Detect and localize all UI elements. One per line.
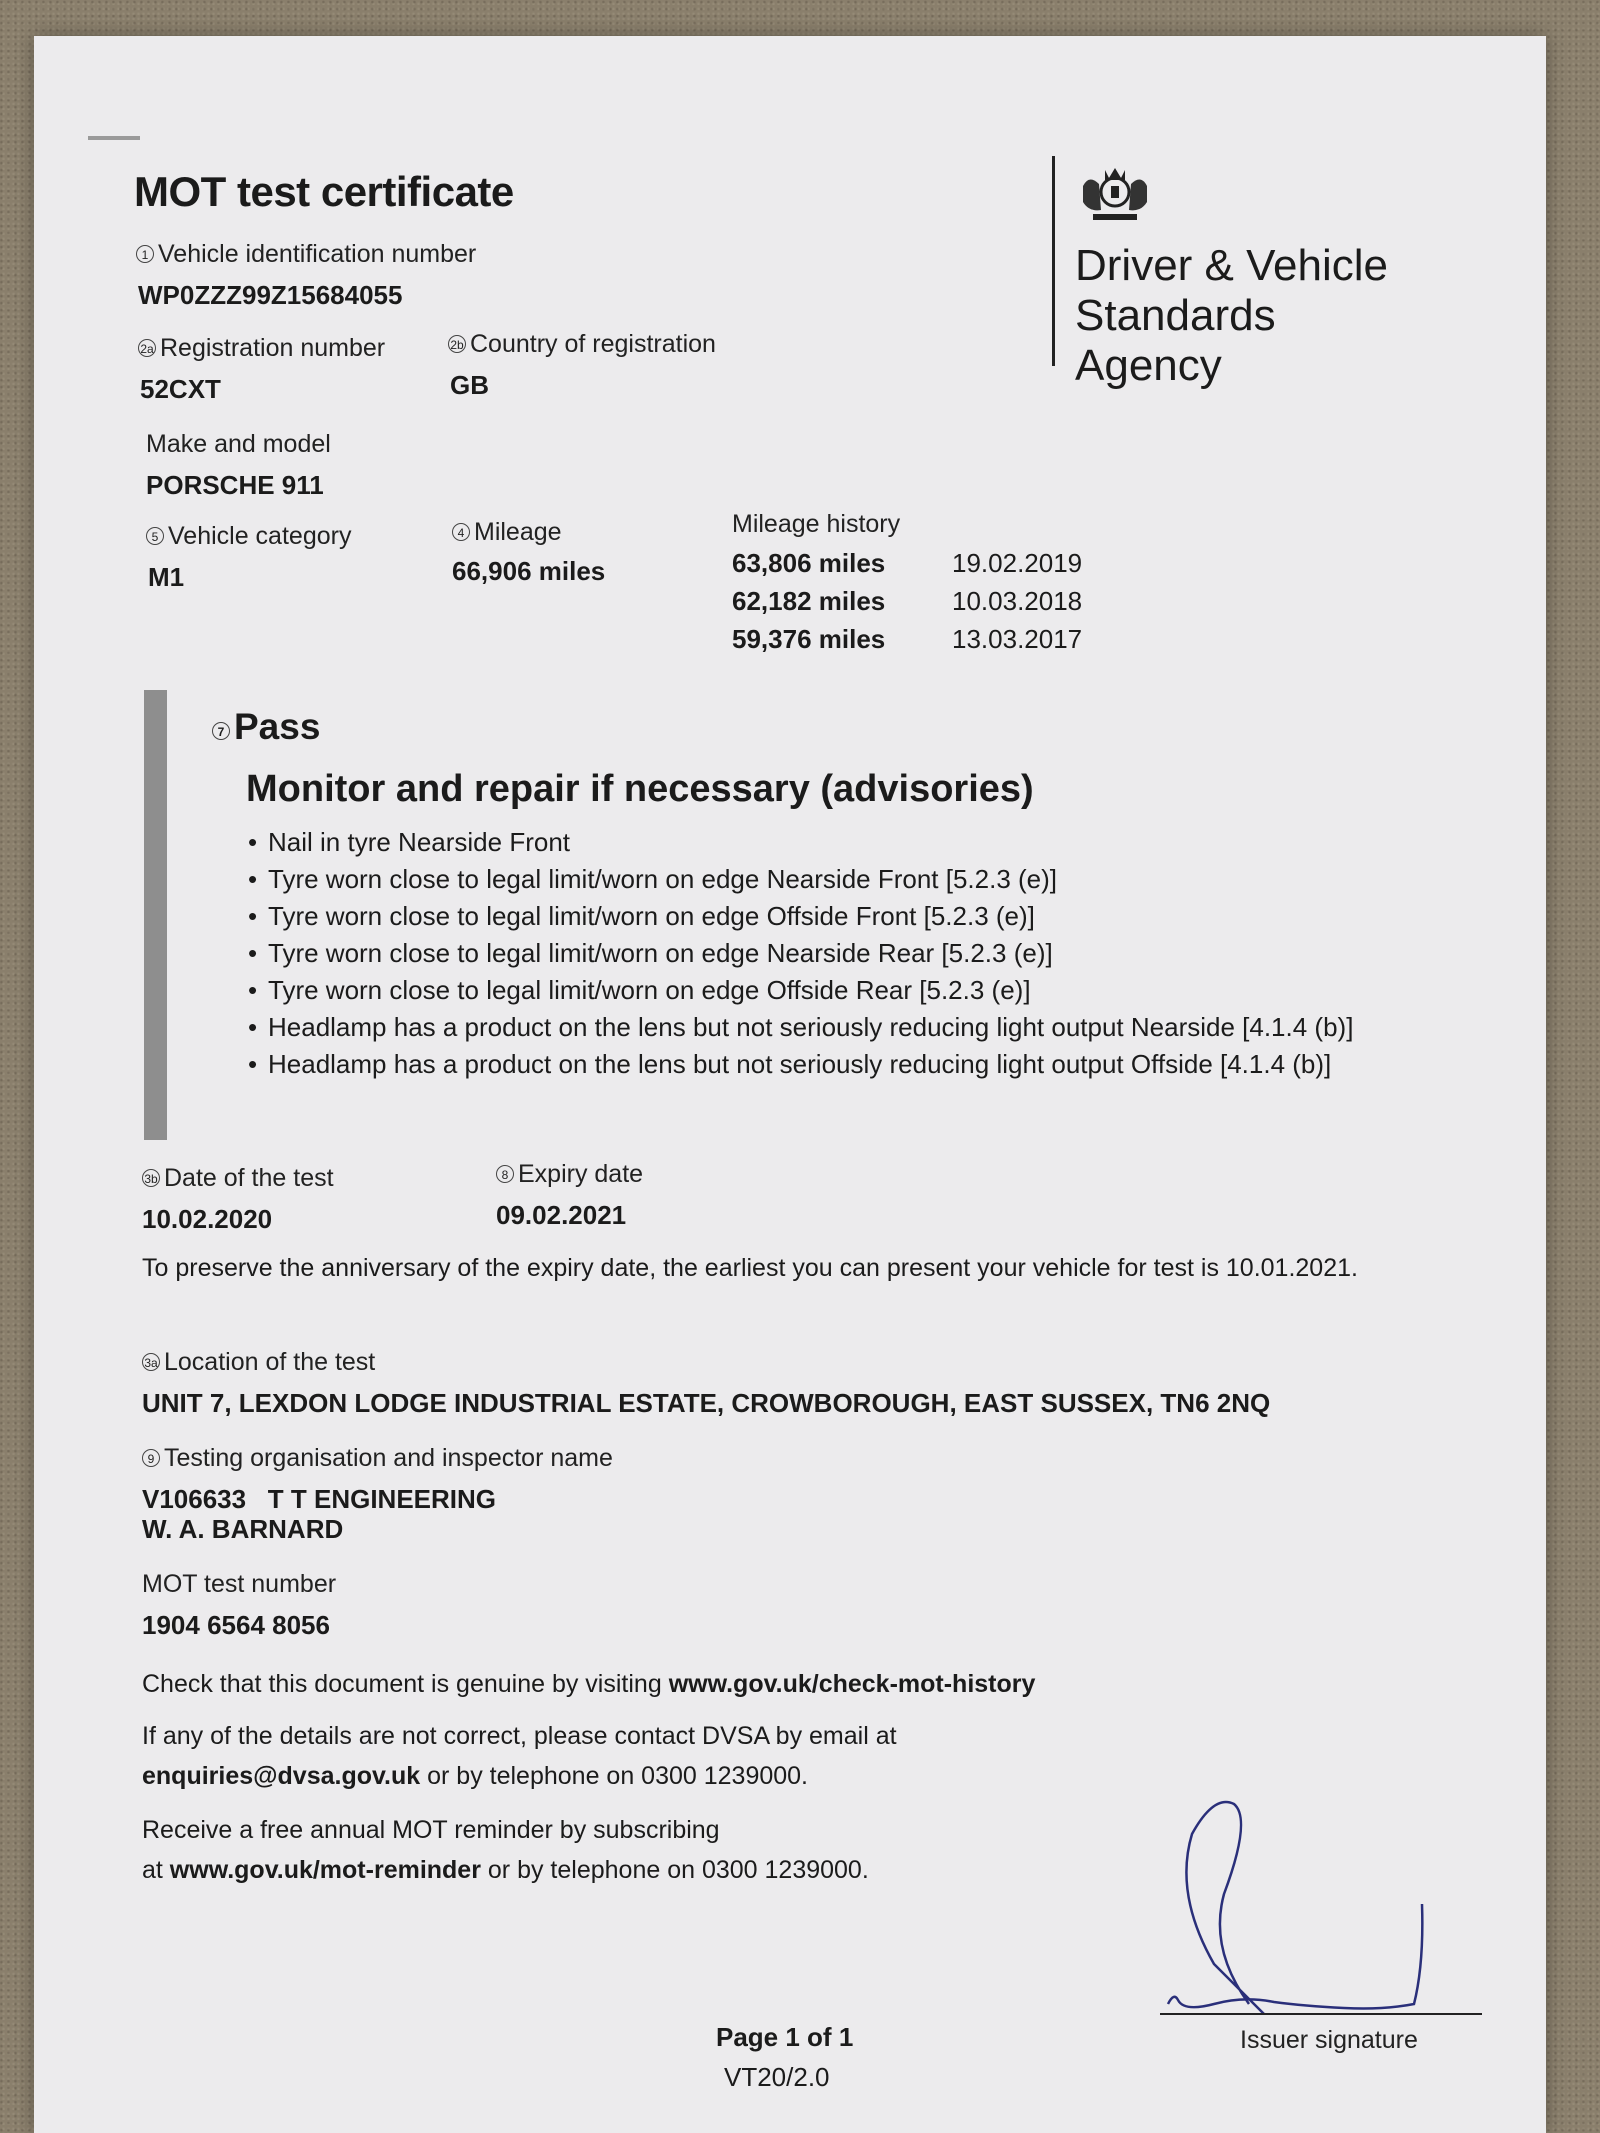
location-label: 3a Location of the test [142,1348,375,1377]
page-title: MOT test certificate [134,168,514,215]
genuine-check-text: Check that this document is genuine by visiting www.gov.uk/check-mot-history [142,1670,1036,1698]
mileage-history-table [732,544,1082,658]
royal-crest-icon [1075,156,1155,226]
advisory-item: • Headlamp has a product on the lens but not seriously reducing light output Nearside [4.1.4 (b)] [268,1009,1428,1046]
result-pass: 7 Pass [212,706,320,748]
advisory-item: • Tyre worn close to legal limit/worn on edge Nearside Rear [5.2.3 (e)] [268,935,1428,972]
agency-block [1052,156,1389,390]
mileage-history-label: Mileage history [732,510,901,538]
expiry-date-label: 8 Expiry date [496,1160,643,1189]
dvsa-email-link[interactable]: enquiries@dvsa.gov.uk [142,1762,421,1790]
test-date-value: 10.02.2020 [142,1204,273,1234]
location-value: UNIT 7, LEXDON LODGE INDUSTRIAL ESTATE, CROWBOROUGH, EAST SUSSEX, TN6 2NQ [142,1388,1271,1418]
category-value: M1 [148,562,185,592]
organisation-value: V106633 T T ENGINEERING [142,1484,497,1514]
advisory-item: • Tyre worn close to legal limit/worn on edge Offside Front [5.2.3 (e)] [268,898,1428,935]
advisory-item: • Tyre worn close to legal limit/worn on edge Offside Rear [5.2.3 (e)] [268,972,1428,1009]
test-number-value: 1904 6564 8056 [142,1610,330,1640]
reminder-text: Receive a free annual MOT reminder by subscribing at www.gov.uk/mot-reminder or by telephone on 0300 1239000. [142,1816,869,1884]
check-mot-history-link[interactable]: www.gov.uk/check-mot-history [668,1670,1036,1698]
issuer-signature-label: Issuer signature [1240,2026,1418,2054]
test-date-label: 3b Date of the test [142,1164,334,1193]
fold-mark [88,136,140,140]
certificate-paper [34,36,1546,2133]
category-label: 5 Vehicle category [146,522,351,551]
form-code: VT20/2.0 [724,2062,830,2092]
issuer-signature [1154,1764,1494,2024]
page-number: Page 1 of 1 [716,2022,854,2052]
advisories-title: Monitor and repair if necessary (advisories) [246,768,1034,810]
registration-value: 52CXT [140,374,221,404]
make-model-label: Make and model [146,430,331,458]
country-label: 2b Country of registration [448,330,716,359]
mileage-history-row: 62,182 miles 10.03.2018 [732,586,1083,616]
advisory-item: • Tyre worn close to legal limit/worn on edge Nearside Front [5.2.3 (e)] [268,861,1428,898]
vin-value: WP0ZZZ99Z15684055 [138,280,403,310]
test-number-label: MOT test number [142,1570,337,1598]
vin-label: 1 Vehicle identification number [136,240,476,269]
expiry-date-value: 09.02.2021 [496,1200,627,1230]
organisation-label: 9 Testing organisation and inspector name [142,1444,613,1473]
agency-name: Driver & Vehicle Standards Agency [1075,241,1389,390]
mot-reminder-link[interactable]: www.gov.uk/mot-reminder [169,1856,481,1884]
contact-text: If any of the details are not correct, please contact DVSA by email at enquiries@dvsa.gov.uk or by telephone on 0300 1239000. [142,1722,897,1790]
country-value: GB [450,370,489,400]
anniversary-note: To preserve the anniversary of the expiry date, the earliest you can present your vehicle for test is 10.01.2021. [142,1254,1358,1282]
advisory-item: • Headlamp has a product on the lens but not seriously reducing light output Offside [4.1.4 (b)] [268,1046,1428,1083]
advisories-list [246,824,1428,1083]
mileage-history-row: 63,806 miles 19.02.2019 [732,548,1083,578]
mileage-value: 66,906 miles [452,556,606,586]
make-model-value: PORSCHE 911 [146,470,324,500]
mileage-label: 4 Mileage [452,518,562,547]
inspector-name: W. A. BARNARD [142,1514,344,1544]
advisory-item: • Nail in tyre Nearside Front [268,824,1428,861]
mileage-history-row: 59,376 miles 13.03.2017 [732,624,1083,654]
registration-label: 2a Registration number [138,334,385,363]
pass-bar [144,690,167,1140]
